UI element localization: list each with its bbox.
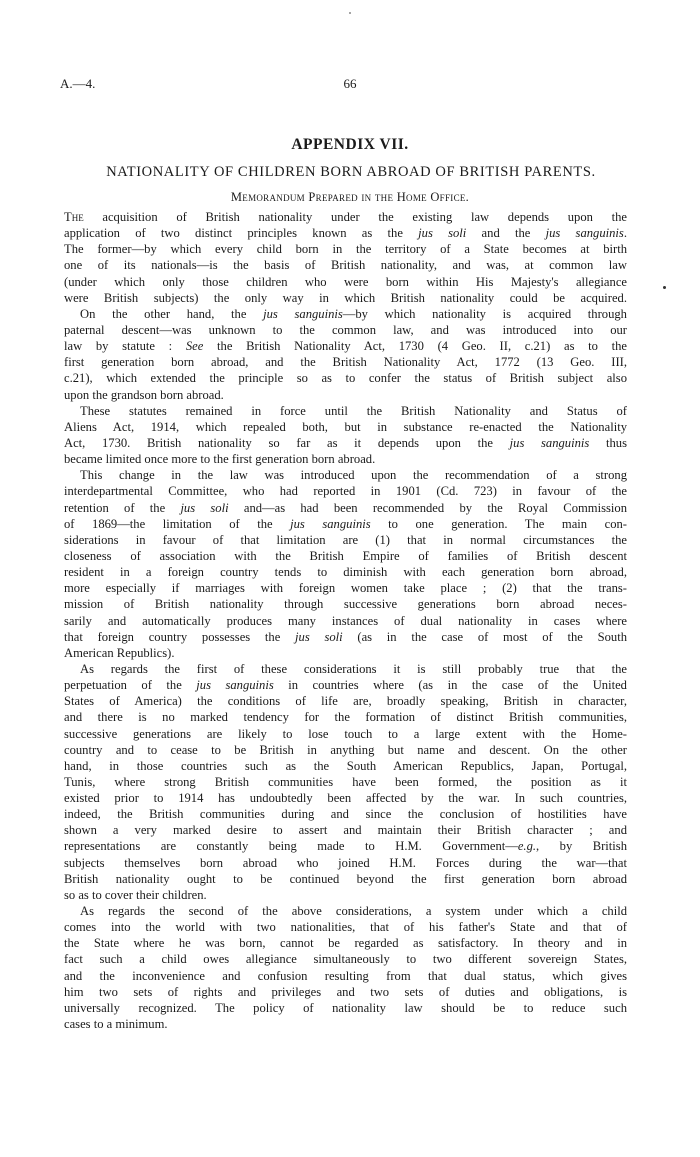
text-line: subjects themselves born abroad who joined H.M. Forces during the war—that [64, 855, 627, 870]
text-line: American Republics). [64, 645, 175, 660]
text-line: These statutes remained in force until the British Nationality and Status of [80, 403, 627, 418]
text-line: first generation born abroad, and the British Nationality Act, 1772 (13 Geo. III, [64, 355, 627, 370]
text-line: As regards the second of the above considerations, a system under which a child [80, 904, 627, 919]
text-line: cases to a minimum. [64, 1017, 168, 1032]
page-reference: A.—4. [60, 76, 96, 91]
text-line: This change in the law was introduced upon the recommendation of a strong [80, 468, 627, 483]
text-line: As regards the first of these considerations it is still probably true that the [80, 661, 627, 676]
text-line: of 1869—the limitation of the jus sanguinis to one generation. The main con- [64, 516, 627, 531]
text-line: so as to cover their children. [64, 887, 207, 902]
text-line: c.21), which extended the principle so as to confer the status of British subject also [64, 371, 627, 386]
text-line: became limited once more to the first generation born abroad. [64, 452, 376, 467]
text-line: the State where he was born, cannot be regarded as satisfactory. In theory and in [64, 936, 627, 951]
text-line: closeness of association with the British Empire of families of British descent [64, 548, 627, 563]
document-title: NATIONALITY OF CHILDREN BORN ABROAD OF BRITISH PARENTS. [106, 164, 596, 180]
text-line: mission of British nationality through successive generations born abroad neces- [64, 597, 627, 612]
text-line: States of America) the conditions of life are, broadly speaking, British in character, [64, 694, 627, 709]
text-line: application of two distinct principles known as the jus soli and the jus sanguinis. [64, 226, 627, 241]
text-line: shown a very marked desire to assert and maintain their British character ; and [64, 823, 627, 838]
text-line: On the other hand, the jus sanguinis—by which nationality is acquired through [80, 306, 627, 321]
text-line: (under which only those children who were born within His Majesty's allegiance [64, 274, 627, 289]
text-line: siderations in favour of that limitation are (1) that in normal circumstances the [64, 532, 627, 547]
text-line: indeed, the British communities during and since the conclusion of hostilities have [64, 807, 627, 822]
text-line: and there is no marked tendency for the formation of distinct British communities, [64, 710, 627, 725]
text-line: interdepartmental Committee, who had reported in 1901 (Cd. 723) in favour of the [64, 484, 627, 499]
page-number: 66 [343, 76, 357, 91]
text-line: more especially if marriages with foreign women take place ; (2) that the trans- [64, 581, 627, 596]
text-line: perpetuation of the jus sanguinis in countries where (as in the case of the United [64, 678, 627, 693]
text-line: comes into the world with two nationalities, that of his father's State and that of [64, 920, 627, 935]
text-line: fact such a child owes allegiance simultaneously to two different sovereign States, [64, 952, 627, 967]
appendix-heading: APPENDIX VII. [291, 136, 409, 153]
text-line: hand, in those countries such as the South American Republics, Japan, Portugal, [64, 758, 627, 773]
text-line: existed prior to 1914 has undoubtedly been affected by the war. In such countries, [64, 791, 627, 806]
margin-mark [663, 286, 666, 289]
text-line: representations are constantly being made to H.M. Government—e.g., by British [64, 839, 627, 854]
text-line: retention of the jus soli and—as had been recommended by the Royal Commission [64, 500, 627, 515]
text-line: law by statute : See the British Nationality Act, 1730 (4 Geo. II, c.21) as to the [64, 339, 627, 354]
text-line: and the inconvenience and confusion resulting from that dual status, which gives [64, 968, 627, 983]
text-line: him two sets of rights and privileges and two sets of duties and obligations, is [64, 984, 627, 999]
document-subtitle: Memorandum Prepared in the Home Office. [230, 190, 470, 204]
text-line: universally recognized. The policy of nationality law should be to reduce such [64, 1000, 627, 1015]
text-line: country and to cease to be British in anything but name and descent. On the other [64, 742, 627, 757]
text-line: resident in a foreign country tends to diminish with each generation born abroad, [64, 565, 627, 580]
text-line: were British subjects) the only way in which British nationality could be acquired. [64, 290, 627, 305]
text-line: paternal descent—was unknown to the common law, and was introduced into our [64, 322, 627, 337]
text-line: Tunis, where strong British communities have been formed, the position as it [64, 774, 627, 789]
text-line: British nationality ought to be continued beyond the first generation born abroad [64, 871, 627, 886]
text-line: Act, 1730. British nationality so far as it depends upon the jus sanguinis thus [64, 435, 627, 450]
text-line: upon the grandson born abroad. [64, 387, 224, 402]
text-line: The former—by which every child born in the territory of a State becomes at birth [64, 242, 627, 257]
text-line: successive generations are likely to lose touch to a large extent with the Home- [64, 726, 627, 741]
text-line: Aliens Act, 1914, which repealed both, but in substance re-enacted the Nationality [64, 419, 627, 434]
scan-speck [349, 12, 351, 14]
text-line: sarily and automatically produces many instances of dual nationality in cases where [64, 613, 627, 628]
text-line: that foreign country possesses the jus soli (as in the case of most of the South [64, 629, 627, 644]
text-line: one of its nationals—is the basis of British nationality, and was, at common law [64, 258, 627, 273]
body-text [64, 209, 627, 1032]
text-line: The acquisition of British nationality under the existing law depends upon the [64, 210, 627, 224]
